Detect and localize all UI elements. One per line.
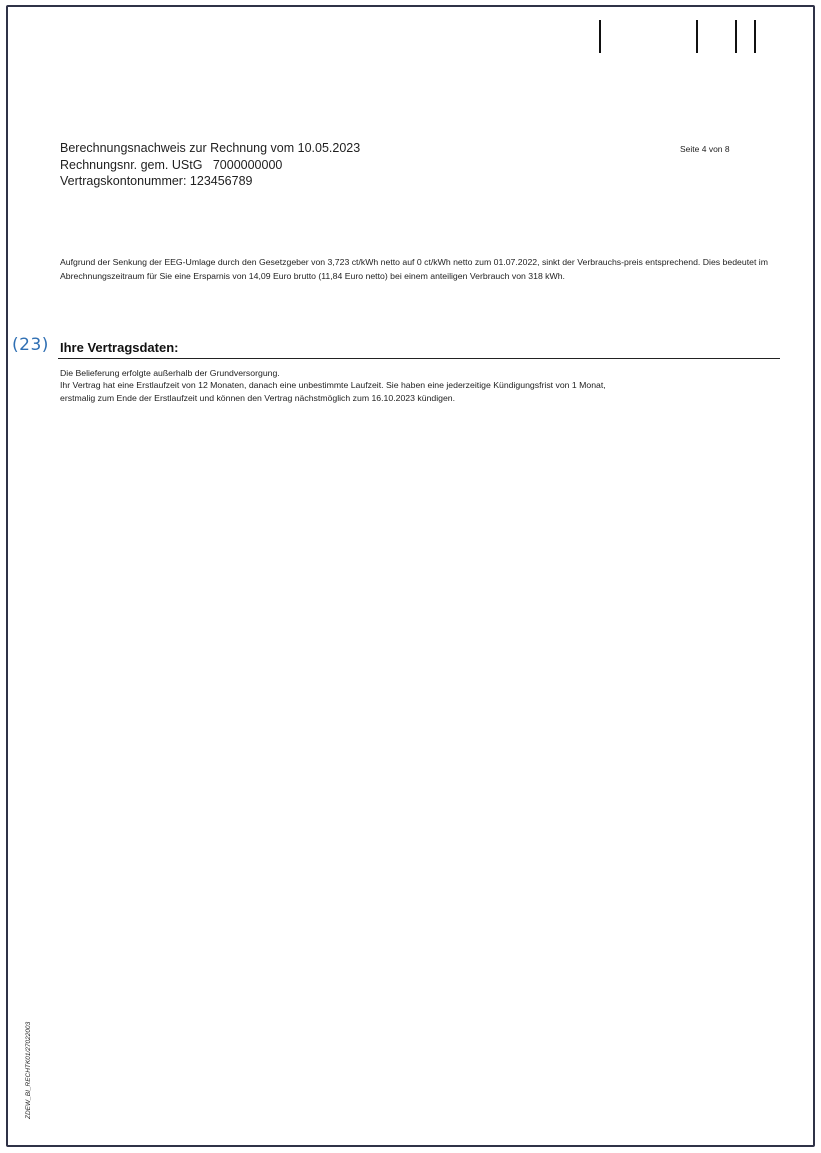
form-code: ZDEW_BI_RECHTK01/27022003 xyxy=(25,1021,32,1119)
eeg-notice-paragraph: Aufgrund der Senkung der EEG-Umlage durch den Gesetzgeber von 3,723 ct/kWh netto auf 0 ct/kWh netto zum 01.07.2022, sinkt der Verbrauchs-preis entsprechend. Dies bedeutet im Abrechnungszeitraum für Sie eine Ersparnis von 14,09 Euro brutto (11,84 Euro netto) bei einem anteiligen Verbrauch von 318 kWh. xyxy=(60,257,768,282)
barcode-bar xyxy=(696,20,698,53)
barcode-bar xyxy=(754,20,756,53)
document-header xyxy=(60,140,360,190)
contract-line: Ihr Vertrag hat eine Erstlaufzeit von 12 Monaten, danach eine unbestimmte Laufzeit. Sie haben eine jederzeitige Kündigungsfrist von 1 Monat, xyxy=(60,380,606,391)
barcode-bar xyxy=(735,20,737,53)
section-marker: (23) xyxy=(12,335,49,355)
barcode-bar xyxy=(599,20,601,53)
section-divider xyxy=(58,358,780,359)
document-title: Berechnungsnachweis zur Rechnung vom 10.05.2023 xyxy=(60,141,361,155)
section-title: Ihre Vertragsdaten: xyxy=(60,340,179,355)
contract-account-number: Vertragskontonummer: 123456789 xyxy=(60,174,253,188)
page-number: Seite 4 von 8 xyxy=(680,144,730,154)
contract-line: erstmalig zum Ende der Erstlaufzeit und können den Vertrag nächstmöglich zum 16.10.2023 kündigen. xyxy=(60,392,456,403)
contract-details xyxy=(60,367,772,404)
invoice-number: Rechnungsnr. gem. UStG 7000000000 xyxy=(60,157,283,172)
contract-line: Die Belieferung erfolgte außerhalb der Grundversorgung. xyxy=(60,368,280,378)
